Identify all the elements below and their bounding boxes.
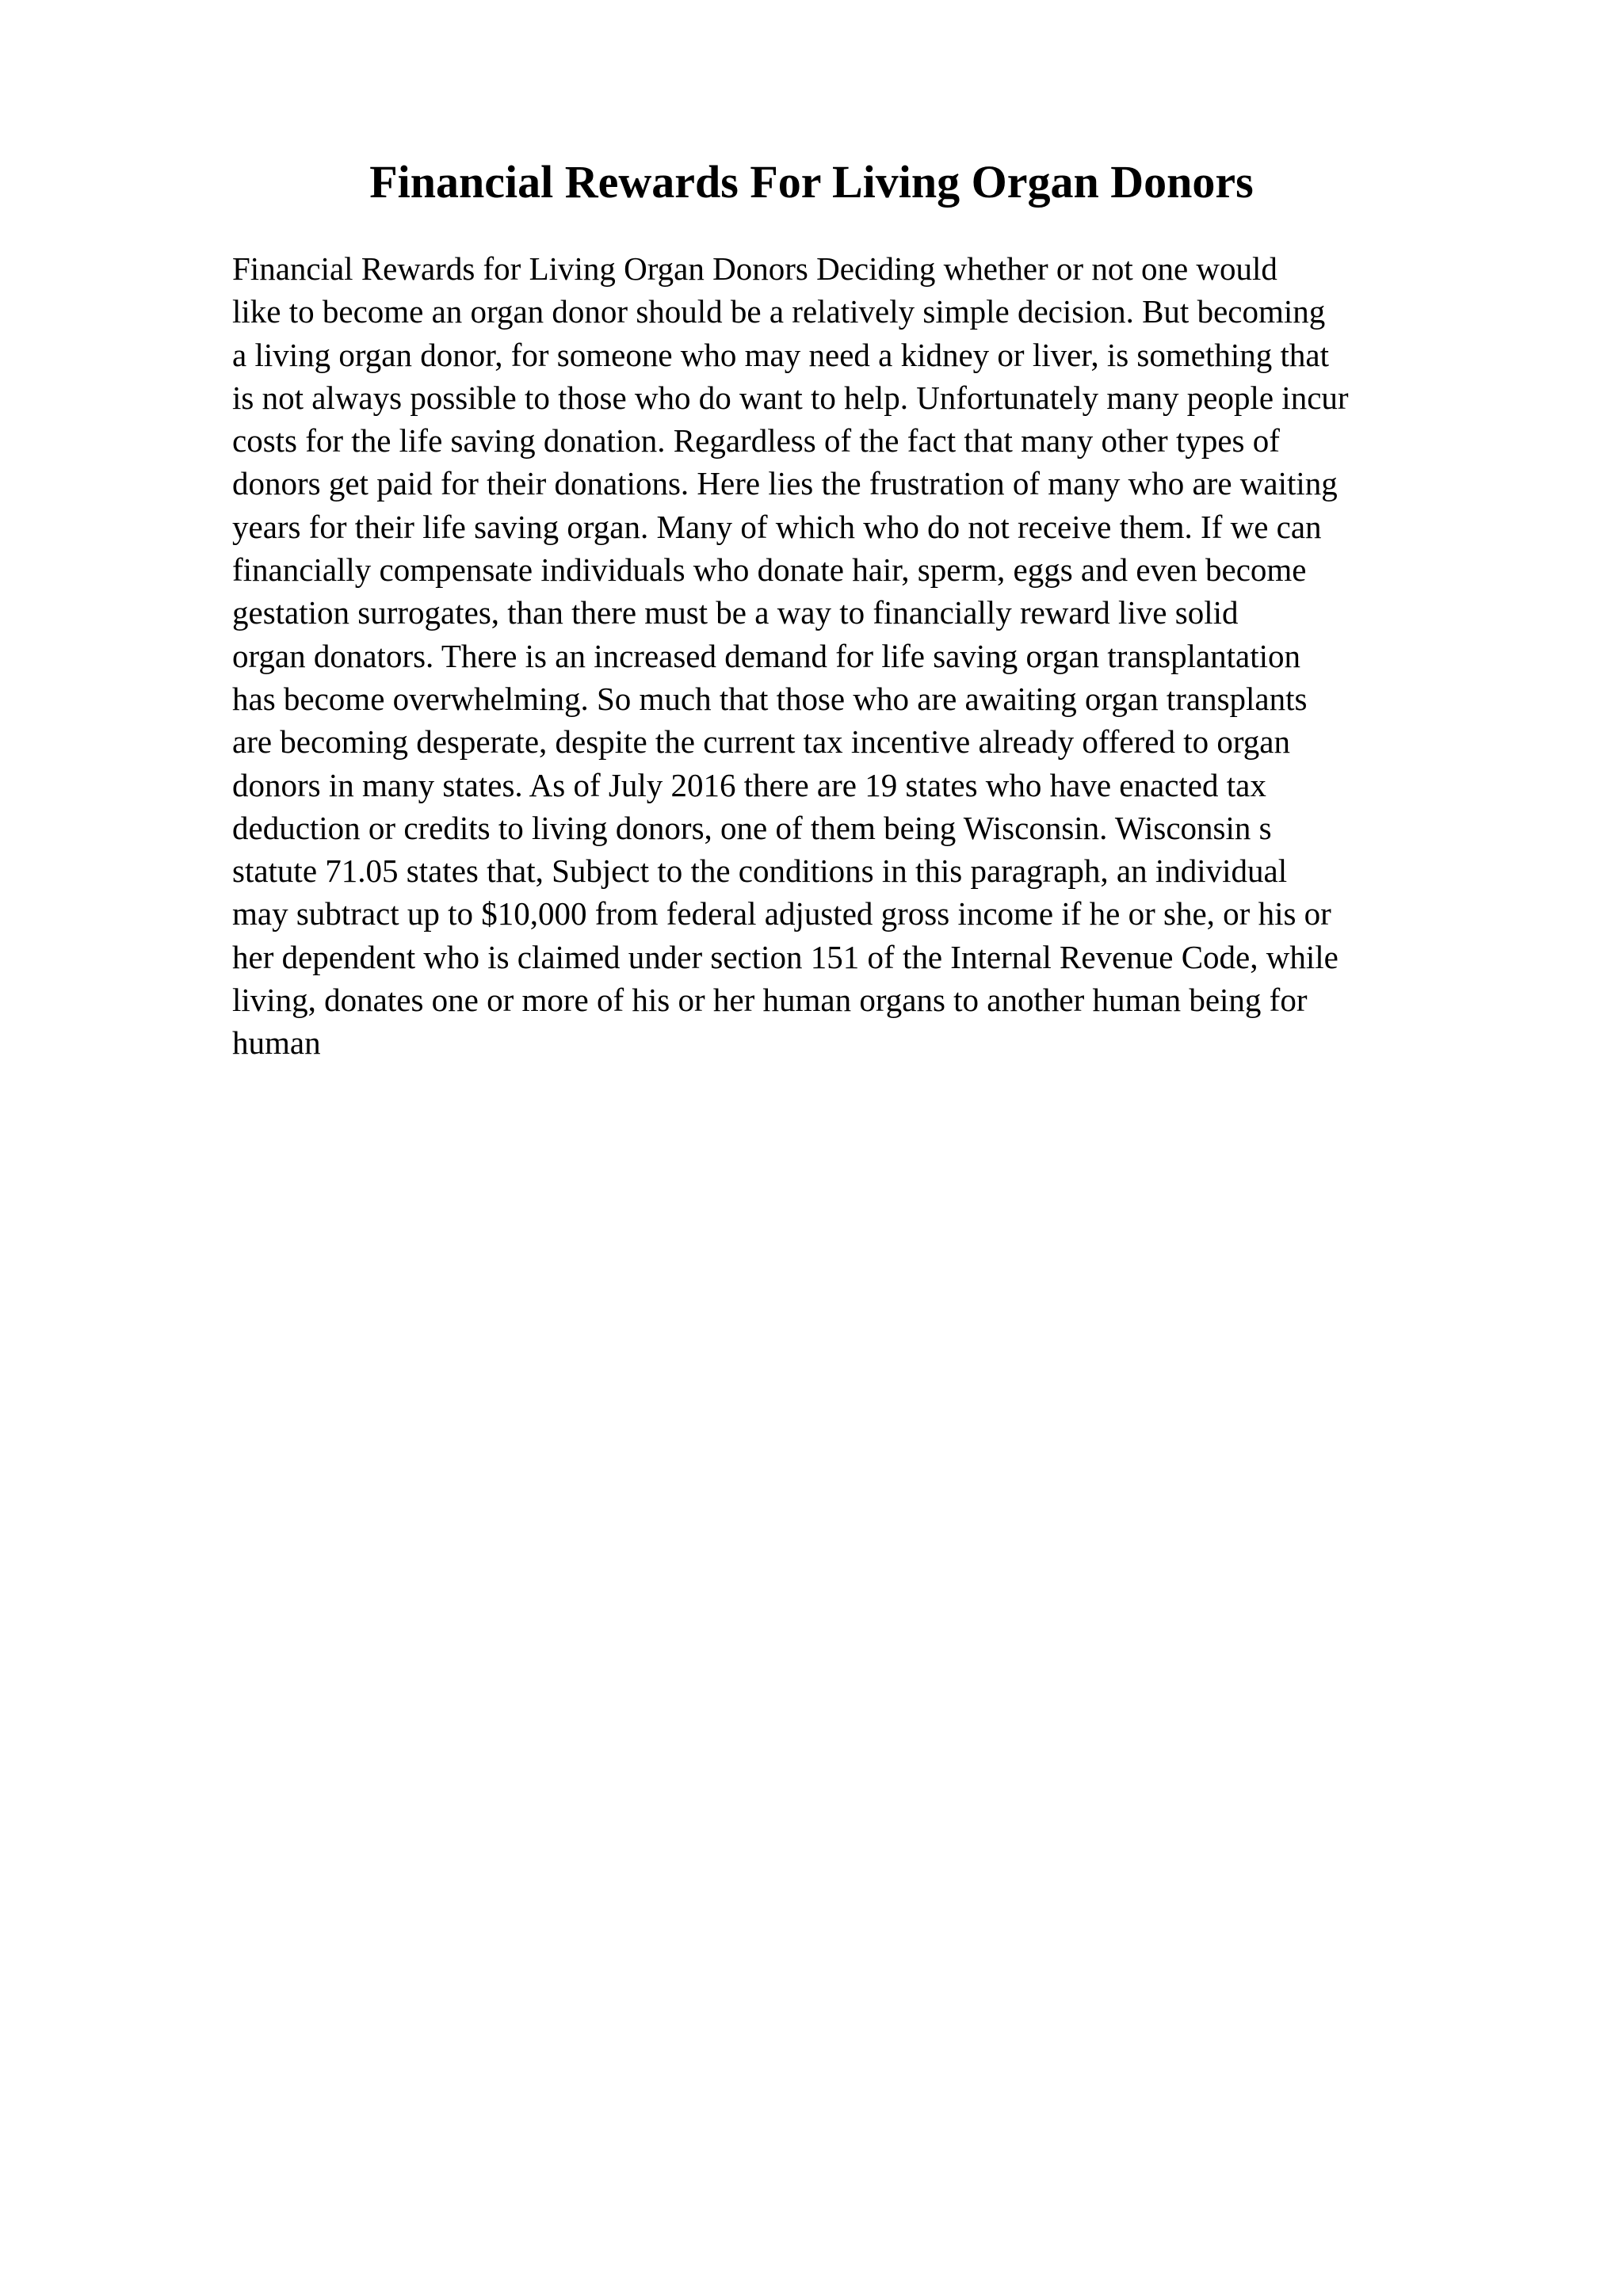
body-line: human	[232, 1024, 321, 1062]
body-line: Financial Rewards for Living Organ Donors Deciding whether or not one would	[232, 250, 1277, 287]
body-line: gestation surrogates, than there must be a way to financially reward live solid	[232, 594, 1239, 631]
body-line: like to become an organ donor should be a relatively simple decision. But becoming	[232, 293, 1326, 330]
document-body	[232, 247, 1532, 1065]
body-line: has become overwhelming. So much that those who are awaiting organ transplants	[232, 680, 1308, 717]
body-line: costs for the life saving donation. Regardless of the fact that many other types of	[232, 422, 1280, 460]
body-line: organ donators. There is an increased demand for life saving organ transplantation	[232, 637, 1301, 674]
body-line: deduction or credits to living donors, one of them being Wisconsin. Wisconsin s	[232, 809, 1272, 846]
body-line: are becoming desperate, despite the current tax incentive already offered to organ	[232, 723, 1290, 761]
body-line: may subtract up to $10,000 from federal adjusted gross income if he or she, or his or	[232, 895, 1331, 933]
document-title: Financial Rewards For Living Organ Donors	[369, 156, 1254, 208]
body-line: years for their life saving organ. Many of which who do not receive them. If we can	[232, 508, 1322, 545]
body-line: donors get paid for their donations. Here lies the frustration of many who are waiting	[232, 465, 1338, 502]
body-line: statute 71.05 states that, Subject to the conditions in this paragraph, an individual	[232, 852, 1288, 890]
body-line: financially compensate individuals who donate hair, sperm, eggs and even become	[232, 551, 1307, 589]
body-line: her dependent who is claimed under section 151 of the Internal Revenue Code, while	[232, 938, 1338, 975]
body-line: donors in many states. As of July 2016 there are 19 states who have enacted tax	[232, 766, 1266, 803]
body-line: living, donates one or more of his or her human organs to another human being for	[232, 982, 1308, 1019]
body-line: a living organ donor, for someone who may need a kidney or liver, is something that	[232, 336, 1329, 373]
body-line: is not always possible to those who do want to help. Unfortunately many people incur	[232, 379, 1349, 416]
